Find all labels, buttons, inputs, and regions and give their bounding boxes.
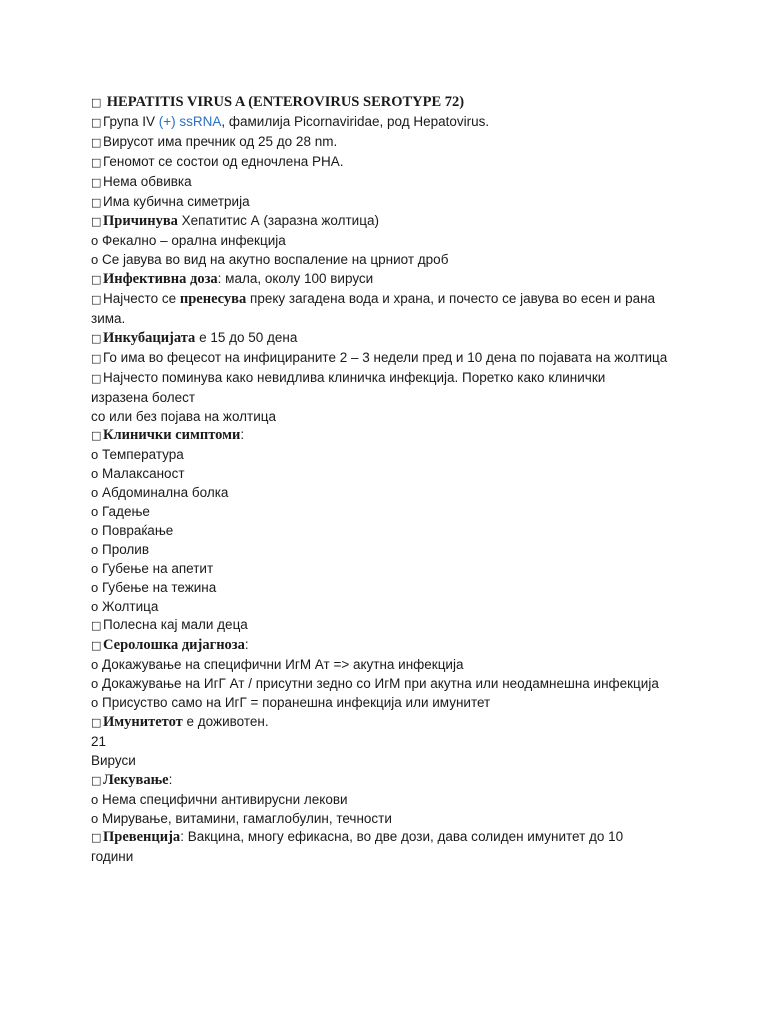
immunity-label: Имунитетот [103,714,183,730]
sub-bullet: o [91,579,99,595]
sub-bullet: o [91,560,99,576]
list-item [91,522,691,541]
missing-glyph-icon: □ [91,619,102,633]
missing-glyph-icon: □ [91,331,102,345]
sub-bullet: o [91,485,99,501]
transmit-pre: Најчесто се [103,291,180,307]
symptom-text: Малаксаност [102,466,185,482]
missing-glyph-icon: □ [91,273,102,287]
diameter-text: Вирусот има пречник од 25 до 28 nm. [103,133,338,149]
running-header: Вируси [91,752,136,768]
list-item [91,656,691,675]
dose-line [91,270,691,290]
symmetry-text: Има кубична симетрија [103,193,250,209]
missing-glyph-icon: □ [91,195,102,209]
treatment-label: Лекување [103,771,169,788]
prevention-cont: години [91,849,134,865]
prevention-label: Превенција [103,829,181,846]
sub-bullet: o [91,695,99,711]
group-text-post: , фамилија Picornaviridae, род Hepatovirus. [221,113,490,129]
missing-glyph-icon: □ [91,175,102,189]
list-item [91,541,691,560]
envelope-line [91,173,691,193]
sub-bullet: o [91,810,99,826]
symptoms-colon: : [240,427,245,443]
incubation-label: Инкубацијата [103,329,196,346]
transmit-line [91,290,691,310]
feces-text: Го има во фецесот на инфицираните 2 – 3 недели пред и 10 дена по појавата на жолтица [103,349,668,365]
causes-text: Хепатитис А (заразна жолтица) [177,213,379,229]
genome-line [91,153,691,173]
causes-sub-1 [91,232,691,251]
diameter-line [91,133,691,153]
sub-bullet: o [91,522,99,538]
serology-colon: : [244,637,249,653]
symptom-text: Абдоминална болка [102,485,229,501]
sub-bullet: o [91,598,99,614]
missing-glyph-icon: □ [91,135,102,149]
prevention-text: : Вакцина, многу ефикасна, во две дози, дава солиден имунитет до 10 [180,829,624,845]
causes-label: Причинува [103,213,178,230]
children-text: Полесна кај мали деца [103,617,248,633]
transmit-label: пренесува [179,291,247,308]
list-item [91,810,691,829]
symptom-text: Температура [102,447,184,463]
missing-glyph-icon: □ [91,371,102,385]
sub-bullet: o [91,791,99,807]
invisible-text-1: Најчесто поминува како невидлива клиничка инфекција. Поретко како клинички [103,369,606,385]
group-text-pre: Група IV [103,113,159,129]
envelope-text: Нема обвивка [103,173,192,189]
dose-label: Инфективна доза [103,271,218,288]
incubation-text: е 15 до 50 дена [195,329,298,345]
causes-line [91,212,691,232]
missing-glyph-icon: □ [91,716,102,729]
missing-glyph-icon: □ [91,351,102,365]
causes-sub-2 [91,251,691,270]
immunity-line [91,713,691,733]
list-item [91,675,691,694]
missing-glyph-icon: □ [91,96,102,109]
serology-label: Серолошка дијагноза [103,637,245,654]
causes-sub-1-text: Фекално – орална инфекција [102,233,286,249]
sub-bullet: o [91,541,99,557]
list-item [91,503,691,522]
invisible-line-1 [91,369,691,389]
sub-bullet: o [91,504,99,520]
serology-text: Докажување на специфични ИгМ Ат => акутна инфекција [102,657,464,673]
missing-glyph-icon: □ [91,831,102,845]
sub-bullet: o [91,447,99,463]
page-number: 21 [91,733,107,749]
missing-glyph-icon: □ [91,155,102,169]
dose-text: : мала, околу 100 вируси [217,271,374,287]
symptom-text: Губење на апетит [102,560,214,576]
immunity-text: е доживотен. [182,714,269,729]
list-item [91,598,691,617]
symptoms-heading [91,426,691,446]
sub-bullet: o [91,657,99,673]
invisible-line-3: со или без појава на жолтица [91,408,277,424]
sub-bullet: o [91,466,99,482]
invisible-line-2: изразена болест [91,389,196,405]
treatment-text: Нема специфични антивирусни лекови [102,791,348,807]
feces-line [91,349,691,369]
treatment-colon: : [168,771,173,787]
causes-sub-2-text: Се јавува во вид на акутно воспаление на црниот дроб [102,252,449,268]
genome-text: Геномот се состои од едночлена РНА. [103,153,344,169]
symptom-text: Жолтица [102,598,159,614]
symptom-text: Губење на тежина [102,579,217,595]
symptom-text: Пролив [102,541,150,557]
missing-glyph-icon: □ [91,115,102,129]
symptoms-label: Клинички симптоми [103,427,241,444]
document-body [91,93,691,867]
sub-bullet: o [91,676,99,692]
treatment-heading [91,771,691,791]
prevention-line [91,828,691,848]
serology-text: Присуство само на ИгГ = поранешна инфекција или имунитет [102,695,491,711]
missing-glyph-icon: □ [91,429,102,443]
list-item [91,560,691,579]
sub-bullet: o [91,252,99,268]
list-item [91,694,691,713]
serology-text: Докажување на ИгГ Ат / присутни зедно со ИгМ при акутна или неодамнешна инфекција [102,676,659,692]
incubation-line [91,329,691,349]
group-line [91,113,691,133]
list-item [91,484,691,503]
symmetry-line [91,193,691,213]
missing-glyph-icon: □ [91,773,102,787]
missing-glyph-icon: □ [91,293,102,307]
serology-heading [91,636,691,656]
list-item [91,791,691,810]
treatment-text: Мирување, витамини, гамаглобулин, течности [102,810,392,826]
transmit-cont: зима. [91,310,126,326]
sub-bullet: o [91,233,99,249]
page-title: HEPATITIS VIRUS A (ENTEROVIRUS SEROTYPE 72) [106,94,465,110]
missing-glyph-icon: □ [91,639,102,653]
ssrna-link[interactable]: (+) ssRNA [158,113,222,129]
transmit-post: преку загадена вода и храна, и почесто се јавува во есен и рана [246,291,656,307]
children-line [91,616,691,636]
symptom-text: Гадење [102,504,150,520]
missing-glyph-icon: □ [91,215,102,229]
list-item [91,465,691,484]
symptom-text: Повраќање [102,522,174,538]
list-item [91,446,691,465]
list-item [91,579,691,598]
title-line [91,93,691,113]
